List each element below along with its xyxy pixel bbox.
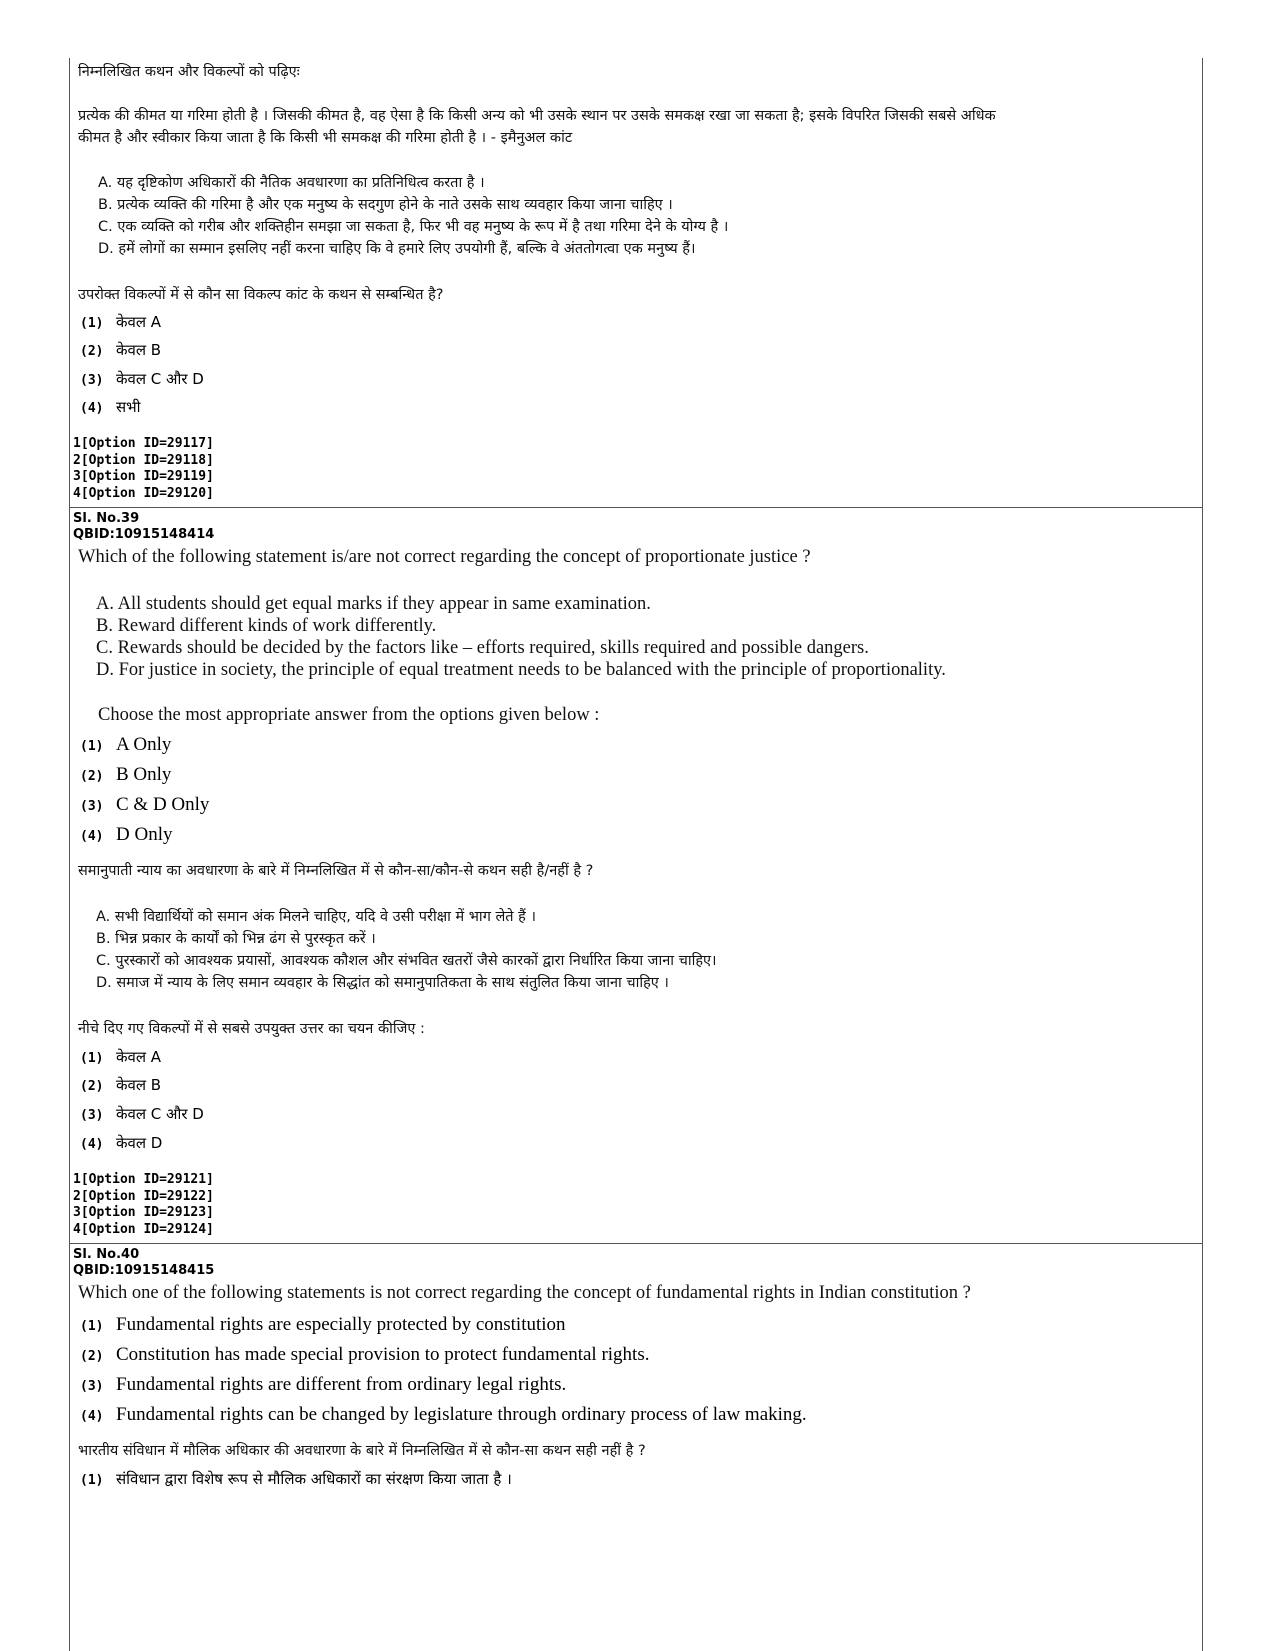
option-id: 3[Option ID=29123] [73, 1205, 214, 1220]
statement-a: A. सभी विद्यार्थियों को समान अंक मिलने चाहिए, यदि वे उसी परीक्षा में भाग लेते हैं । [96, 909, 536, 925]
statement-b: B. Reward different kinds of work differently. [96, 616, 437, 636]
option-text: Fundamental rights are especially protected by constitution [116, 1314, 566, 1335]
option-id: 4[Option ID=29124] [73, 1221, 214, 1237]
option-text: केवल D [116, 1134, 163, 1152]
option-item[interactable] [80, 1469, 512, 1489]
statement-d: D. समाज में न्याय के लिए समान व्यवहार के सिद्धांत को समानुपातिकता के साथ संतुलित किया जाना चाहिए । [96, 975, 669, 991]
option-id: 2[Option ID=29118] [73, 452, 214, 468]
option-number: (1) [80, 739, 104, 754]
question-quote-line: प्रत्येक की कीमत या गरिमा होती है । जिसकी कीमत है, वह ऐसा है कि किसी अन्य को भी उसके स्थान पर उसके समकक्ष रखा जा सकता है; इसके विपरित जिसकी सबसे अधिक [78, 108, 996, 124]
option-text: संविधान द्वारा विशेष रूप से मौलिक अधिकारों का संरक्षण किया जाता है । [116, 1470, 512, 1488]
option-number: (3) [80, 1379, 104, 1394]
option-item[interactable] [80, 397, 141, 417]
option-text: केवल B [116, 341, 162, 359]
option-id-list [73, 436, 214, 502]
statement-c: C. एक व्यक्ति को गरीब और शक्तिहीन समझा जा सकता है, फिर भी वह मनुष्य के रूप में है तथा गरिमा देने के योग्य है । [98, 219, 729, 235]
option-number: (2) [80, 344, 104, 359]
option-text: B Only [116, 764, 172, 785]
option-item[interactable] [80, 312, 161, 332]
option-text: केवल A [116, 1048, 162, 1066]
option-text: A Only [116, 734, 172, 755]
option-number: (1) [80, 316, 104, 331]
statement-a: A. All students should get equal marks if they appear in same examination. [96, 594, 651, 614]
option-id: 3[Option ID=29119] [73, 469, 214, 484]
option-item[interactable] [80, 1047, 161, 1067]
question-quote-line: कीमत है और स्वीकार किया जाता है कि किसी भी समकक्ष की गरिमा होती है । - इमैनुअल कांट [78, 130, 573, 146]
statement-b: B. भिन्न प्रकार के कार्यों को भिन्न ढंग से पुरस्कृत करें । [96, 931, 376, 947]
question-divider [69, 507, 1203, 508]
question-text-hindi: समानुपाती न्याय का अवधारणा के बारे में निम्नलिखित में से कौन-सा/कौन-से कथन सही है/नहीं है ? [78, 863, 594, 879]
option-number: (2) [80, 1349, 104, 1364]
question-text: Which one of the following statements is not correct regarding the concept of fundamental rights in Indian constitution ? [78, 1283, 971, 1303]
option-item[interactable] [80, 1104, 204, 1124]
option-text: केवल A [116, 313, 162, 331]
option-text: केवल C और D [116, 1105, 204, 1123]
option-number: (1) [80, 1051, 104, 1066]
option-text: Fundamental rights can be changed by legislature through ordinary process of law making. [116, 1404, 807, 1425]
option-number: (3) [80, 373, 104, 388]
question-meta [73, 511, 214, 543]
serial-number: Sl. No.40 [73, 1247, 140, 1262]
option-id: 1[Option ID=29121] [73, 1172, 214, 1187]
option-text: D Only [116, 824, 173, 845]
option-id: 2[Option ID=29122] [73, 1188, 214, 1204]
option-id: 1[Option ID=29117] [73, 436, 214, 451]
option-item[interactable] [80, 1374, 566, 1396]
option-item[interactable] [80, 794, 209, 816]
option-item[interactable] [80, 1133, 162, 1153]
option-number: (4) [80, 401, 104, 416]
serial-number: Sl. No.39 [73, 511, 140, 526]
option-item[interactable] [80, 764, 171, 786]
option-item[interactable] [80, 369, 204, 389]
question-ask: Choose the most appropriate answer from the options given below : [98, 705, 600, 725]
option-text: केवल C और D [116, 370, 204, 388]
option-item[interactable] [80, 824, 172, 846]
statement-d: D. For justice in society, the principle of equal treatment needs to be balanced with the principle of proportionality. [96, 660, 946, 680]
option-item[interactable] [80, 340, 161, 360]
option-item[interactable] [80, 1314, 566, 1336]
question-intro: निम्नलिखित कथन और विकल्पों को पढ़िएः [78, 64, 300, 80]
question-text-hindi: भारतीय संविधान में मौलिक अधिकार की अवधारणा के बारे में निम्नलिखित में से कौन-सा कथन सही नहीं है ? [78, 1443, 646, 1459]
option-item[interactable] [80, 1404, 807, 1426]
option-number: (4) [80, 1409, 104, 1424]
option-text: Constitution has made special provision to protect fundamental rights. [116, 1344, 650, 1365]
option-id: 4[Option ID=29120] [73, 485, 214, 501]
question-text: Which of the following statement is/are not correct regarding the concept of proportionate justice ? [78, 547, 811, 567]
option-item[interactable] [80, 734, 171, 756]
statement-b: B. प्रत्येक व्यक्ति की गरिमा है और एक मनुष्य के सदगुण होने के नाते उसके साथ व्यवहार किया जाना चाहिए । [98, 197, 673, 213]
statement-d: D. हमें लोगों का सम्मान इसलिए नहीं करना चाहिए कि वे हमारे लिए उपयोगी हैं, बल्कि वे अंततोगत्वा एक मनुष्य हैं। [98, 241, 696, 257]
statement-a: A. यह दृष्टिकोण अधिकारों की नैतिक अवधारणा का प्रतिनिधित्व करता है । [98, 175, 485, 191]
option-number: (1) [80, 1319, 104, 1334]
question-ask-hindi: नीचे दिए गए विकल्पों में से सबसे उपयुक्त उत्तर का चयन कीजिए : [78, 1021, 425, 1037]
option-number: (4) [80, 1137, 104, 1152]
option-text: केवल B [116, 1076, 162, 1094]
statement-c: C. पुरस्कारों को आवश्यक प्रयासों, आवश्यक कौशल और संभवित खतरों जैसे कारकों द्वारा निर्धारित किया जाना चाहिए। [96, 953, 717, 969]
option-text: सभी [116, 398, 141, 416]
qbid: QBID:10915148415 [73, 1263, 215, 1278]
option-number: (3) [80, 799, 104, 814]
qbid: QBID:10915148414 [73, 527, 215, 542]
option-number: (2) [80, 1079, 104, 1094]
option-item[interactable] [80, 1075, 161, 1095]
question-divider [69, 1243, 1203, 1244]
option-number: (3) [80, 1108, 104, 1123]
option-number: (4) [80, 829, 104, 844]
option-text: C & D Only [116, 794, 210, 815]
question-meta [73, 1247, 214, 1279]
option-item[interactable] [80, 1344, 649, 1366]
option-number: (2) [80, 769, 104, 784]
option-number: (1) [80, 1473, 104, 1488]
question-ask: उपरोक्त विकल्पों में से कौन सा विकल्प कांट के कथन से सम्बन्धित है? [78, 287, 444, 303]
statement-c: C. Rewards should be decided by the factors like – efforts required, skills required and possible dangers. [96, 638, 869, 658]
option-text: Fundamental rights are different from ordinary legal rights. [116, 1374, 567, 1395]
option-id-list [73, 1172, 214, 1238]
